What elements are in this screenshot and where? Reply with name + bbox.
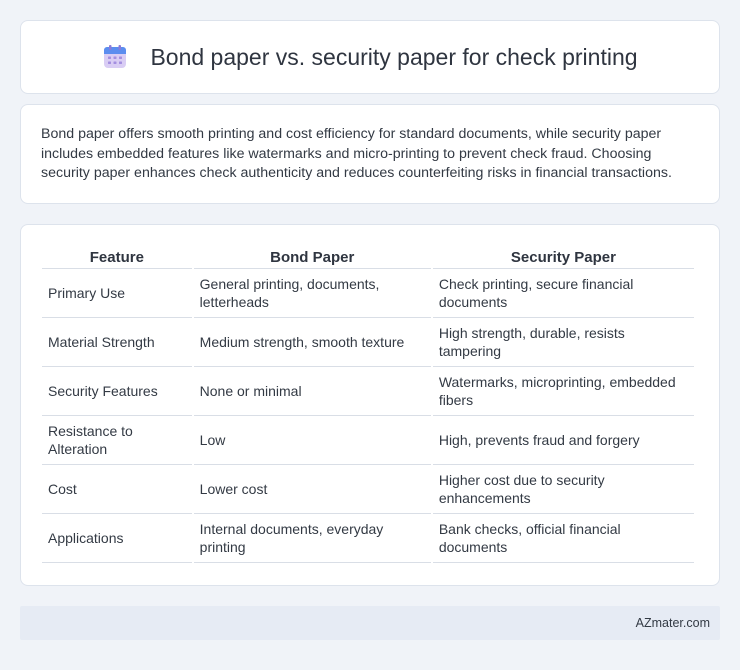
table-cell-bond: Lower cost bbox=[194, 465, 431, 514]
table-cell-feature: Security Features bbox=[42, 367, 192, 416]
table-cell-feature: Primary Use bbox=[42, 269, 192, 318]
column-header-feature: Feature bbox=[42, 244, 192, 269]
table-row bbox=[42, 514, 694, 563]
page-title: Bond paper vs. security paper for check printing bbox=[150, 43, 638, 70]
column-header-security-paper: Security Paper bbox=[433, 244, 694, 269]
table-cell-security: Watermarks, microprinting, embedded fibers bbox=[433, 367, 694, 416]
table-cell-security: High strength, durable, resists tampering bbox=[433, 318, 694, 367]
table-cell-feature: Cost bbox=[42, 465, 192, 514]
table-header-row bbox=[42, 244, 694, 269]
table-row bbox=[42, 465, 694, 514]
table-cell-bond: Internal documents, everyday printing bbox=[194, 514, 431, 563]
table-cell-feature: Material Strength bbox=[42, 318, 192, 367]
summary-text: Bond paper offers smooth printing and cost efficiency for standard documents, while security paper includes embedded features like watermarks and micro-printing to prevent check fraud. Choosing security paper enhances check authenticity and reduces counterfeiting risks in financial transactions. bbox=[41, 126, 672, 181]
calendar-icon bbox=[102, 44, 128, 70]
column-header-bond-paper: Bond Paper bbox=[194, 244, 431, 269]
footer-bar bbox=[20, 606, 720, 640]
table-cell-bond: Medium strength, smooth texture bbox=[194, 318, 431, 367]
table-cell-security: Higher cost due to security enhancements bbox=[433, 465, 694, 514]
footer-brand: AZmater.com bbox=[635, 616, 710, 630]
comparison-table bbox=[40, 244, 696, 563]
table-row bbox=[42, 318, 694, 367]
summary-card bbox=[20, 104, 720, 204]
table-row bbox=[42, 367, 694, 416]
table-cell-bond: None or minimal bbox=[194, 367, 431, 416]
table-cell-security: Check printing, secure financial documents bbox=[433, 269, 694, 318]
table-cell-bond: General printing, documents, letterheads bbox=[194, 269, 431, 318]
table-cell-security: Bank checks, official financial documents bbox=[433, 514, 694, 563]
table-cell-feature: Resistance to Alteration bbox=[42, 416, 192, 465]
table-cell-bond: Low bbox=[194, 416, 431, 465]
table-cell-security: High, prevents fraud and forgery bbox=[433, 416, 694, 465]
table-row bbox=[42, 269, 694, 318]
table-cell-feature: Applications bbox=[42, 514, 192, 563]
table-row bbox=[42, 416, 694, 465]
comparison-table-card bbox=[20, 224, 720, 586]
title-card bbox=[20, 20, 720, 94]
